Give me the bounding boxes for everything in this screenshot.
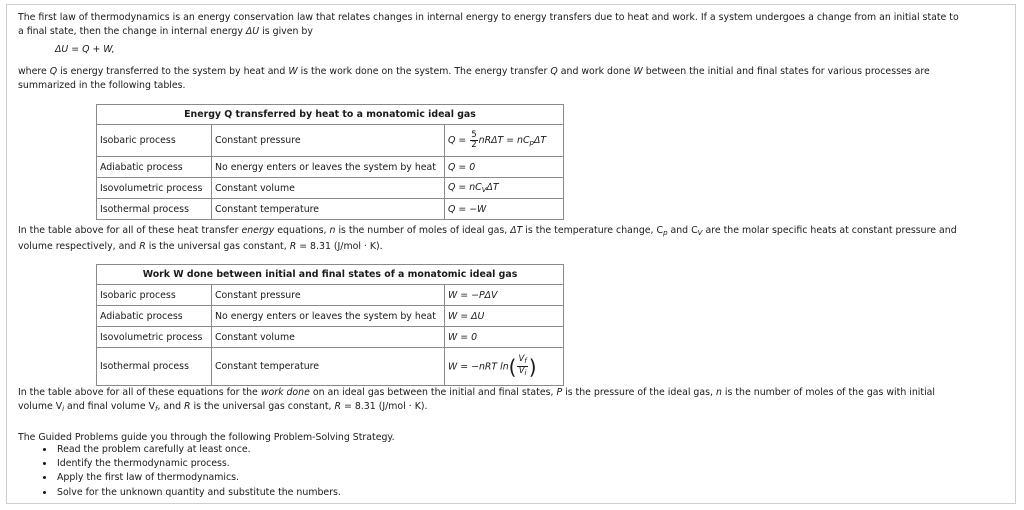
note1-line2-c: = 8.31 (J/mol · K). <box>296 241 383 252</box>
note2-line2-a: volume V <box>18 401 63 412</box>
note2-line2-b: and final volume V <box>64 401 155 412</box>
list-item: • Apply the first law of thermodynamics. <box>55 471 341 485</box>
note1-text-e: is the number of moles of ideal gas, <box>335 225 511 236</box>
formula-lead: Q = nC <box>448 182 482 193</box>
condition-cell: Constant temperature <box>212 199 445 220</box>
table-row <box>97 157 564 178</box>
note1-text-i: and C <box>667 225 698 236</box>
intro-text-1: The first law of thermodynamics is an energy conservation law that relates changes in internal energy to energy transfers due to heat and work. If a system undergoes a change from an initial state to <box>18 12 959 23</box>
p-symbol: P <box>556 387 563 398</box>
process-cell: Isovolumetric process <box>97 327 212 348</box>
process-cell: Adiabatic process <box>97 157 212 178</box>
list-item: • Solve for the unknown quantity and substitute the numbers. <box>55 486 341 500</box>
note2-text-e: is the pressure of the ideal gas, <box>562 387 716 398</box>
guide-intro-text: The Guided Problems guide you through the following Problem-Solving Strategy. <box>18 432 395 443</box>
vi-symbol: V <box>518 366 525 376</box>
fraction-numerator: 5 <box>471 130 477 140</box>
fraction-denominator <box>519 367 527 378</box>
heat-table-title-row <box>97 105 564 125</box>
note2-line2-c: , and <box>157 401 185 412</box>
note2-text-b: work done <box>260 387 310 398</box>
delta-t-symbol: ΔT <box>510 225 523 236</box>
process-cell: Isobaric process <box>97 285 212 306</box>
formula-lead: Q = <box>448 135 470 146</box>
intro-text-2: a final state, then the change in internal energy <box>18 26 246 37</box>
vf-subscript: f <box>524 357 527 365</box>
condition-cell: No energy enters or leaves the system by heat <box>212 306 445 327</box>
formula-cell <box>445 125 564 157</box>
r-symbol-3: R <box>184 401 191 412</box>
formula-subscript: V <box>481 186 487 194</box>
note1-line2-a: volume respectively, and <box>18 241 140 252</box>
r-symbol-4: R <box>334 401 342 412</box>
table-row <box>97 348 564 386</box>
table-row <box>97 178 564 199</box>
table-row <box>97 125 564 157</box>
table-row <box>97 285 564 306</box>
five-halves-fraction <box>470 131 477 150</box>
formula-text: W = ΔU <box>448 310 485 322</box>
where-text-e: between the initial and final states for various processes are <box>642 66 930 77</box>
heat-table-title: Energy Q transferred by heat to a monatomic ideal gas <box>97 105 564 125</box>
condition-cell: Constant volume <box>212 178 445 199</box>
formula-cell <box>445 178 564 199</box>
first-law-equation <box>55 43 115 57</box>
r-symbol-2: R <box>289 241 297 252</box>
cp-subscript: p <box>663 229 668 237</box>
where-text-b: is energy transferred to the system by heat and <box>57 66 289 77</box>
vi-subscript: i <box>524 369 527 377</box>
where-text-line2: summarized in the following tables. <box>18 80 186 91</box>
condition-cell: No energy enters or leaves the system by heat <box>212 157 445 178</box>
where-text-d: and work done <box>557 66 634 77</box>
n-symbol: n <box>329 225 336 236</box>
formula-tail: ΔT <box>486 182 499 193</box>
note2-line2-d: is the universal gas constant, <box>190 401 335 412</box>
right-paren: ) <box>528 354 537 379</box>
note1-text-b: energy <box>241 225 275 236</box>
intro-text-3: is given by <box>259 26 313 37</box>
heat-table <box>96 104 564 220</box>
formula-text: Q = 0 <box>448 161 476 173</box>
vf-symbol: V <box>518 354 525 364</box>
formula-subscript: p <box>529 139 534 147</box>
volume-ratio-fraction <box>517 355 527 378</box>
note2-text-a: In the table above for all of these equations for the <box>18 387 261 398</box>
formula-cell <box>445 348 564 386</box>
table-row <box>97 199 564 220</box>
formula-cell <box>445 285 564 306</box>
where-paragraph <box>18 65 1008 93</box>
where-text-a: where <box>18 66 50 77</box>
process-cell: Isothermal process <box>97 199 212 220</box>
formula-cell <box>445 157 564 178</box>
r-symbol: R <box>139 241 146 252</box>
formula-text: W = 0 <box>448 331 478 343</box>
formula-mid: nRΔT = nC <box>478 135 530 146</box>
vi-subscript-note: i <box>62 405 65 413</box>
formula-cell <box>445 306 564 327</box>
intro-paragraph <box>18 11 1008 39</box>
equation-text: ΔU = Q + W, <box>55 44 115 55</box>
table-row <box>97 306 564 327</box>
note2-text-g: is the number of moles of the gas with initial <box>721 387 936 398</box>
formula-tail: ΔT <box>533 135 547 146</box>
condition-cell: Constant volume <box>212 327 445 348</box>
work-note-paragraph <box>18 386 1008 416</box>
work-table-title-row <box>97 265 564 285</box>
n-symbol-2: n <box>715 387 722 398</box>
formula-lead: W = −nRT ln <box>448 361 509 372</box>
list-item: • Identify the thermodynamic process. <box>55 457 341 471</box>
w-symbol-2: W <box>633 66 643 77</box>
note1-line2-b: is the universal gas constant, <box>145 241 290 252</box>
formula-text: W = −PΔV <box>448 289 498 301</box>
note2-line2-e: = 8.31 (J/mol · K). <box>341 401 428 412</box>
delta-u-symbol: ΔU <box>245 26 260 37</box>
condition-cell: Constant pressure <box>212 125 445 157</box>
w-symbol: W <box>288 66 298 77</box>
cv-subscript: V <box>697 229 703 237</box>
left-paren: ( <box>508 354 517 379</box>
formula-cell <box>445 327 564 348</box>
note1-text-k: are the molar specific heats at constant pressure and <box>702 225 957 236</box>
work-table-title: Work W done between initial and final states of a monatomic ideal gas <box>97 265 564 285</box>
formula-text: Q = −W <box>448 203 487 215</box>
process-cell: Isobaric process <box>97 125 212 157</box>
vf-subscript-note: f <box>154 405 158 413</box>
q-symbol: Q <box>49 66 58 77</box>
table-row <box>97 327 564 348</box>
condition-cell: Constant temperature <box>212 348 445 386</box>
work-table <box>96 264 564 386</box>
q-symbol-2: Q <box>550 66 558 77</box>
list-item: • Read the problem carefully at least once. <box>55 443 341 457</box>
note1-text-c: equations, <box>274 225 330 236</box>
process-cell: Isothermal process <box>97 348 212 386</box>
process-cell: Isovolumetric process <box>97 178 212 199</box>
fraction-denominator: 2 <box>471 140 477 150</box>
note1-text-a: In the table above for all of these heat transfer <box>18 225 242 236</box>
condition-cell: Constant pressure <box>212 285 445 306</box>
formula-cell <box>445 199 564 220</box>
strategy-steps-list <box>40 443 341 500</box>
note1-text-g: is the temperature change, C <box>522 225 664 236</box>
heat-note-paragraph <box>18 224 1008 254</box>
process-cell: Adiabatic process <box>97 306 212 327</box>
note2-text-c: on an ideal gas between the initial and final states, <box>309 387 557 398</box>
where-text-c: is the work done on the system. The energy transfer <box>297 66 551 77</box>
